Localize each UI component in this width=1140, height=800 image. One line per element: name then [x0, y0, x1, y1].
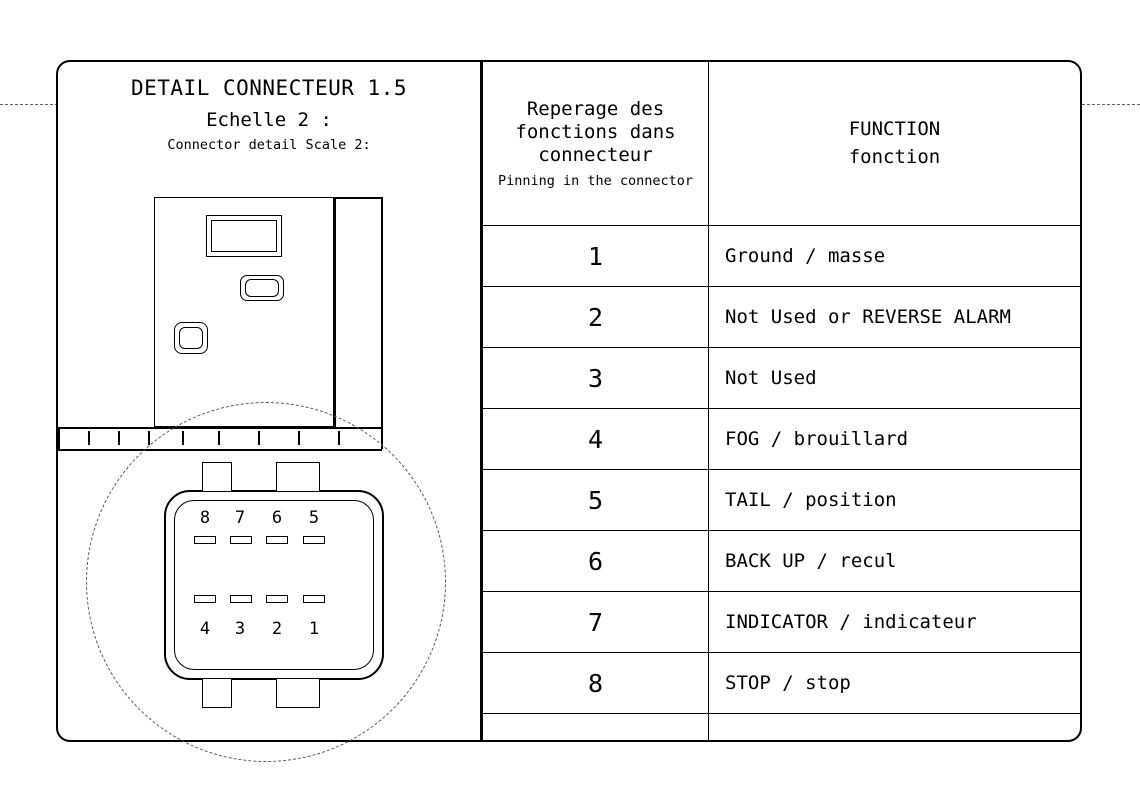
cell-pin-function: INDICATOR / indicateur [709, 592, 1081, 653]
pin-label-5: 5 [308, 508, 320, 528]
table-row [483, 348, 1081, 409]
pin-hole-6 [266, 536, 288, 544]
drawing-sheet [56, 60, 1082, 742]
cell-pin-function: TAIL / position [709, 470, 1081, 531]
cell-pin-number: 5 [483, 470, 709, 531]
pin-label-4: 4 [199, 619, 211, 639]
cell-pin-number: 3 [483, 348, 709, 409]
flange-tick [148, 431, 150, 445]
cell-pin-function: STOP / stop [709, 653, 1081, 714]
cell-pin-function: BACK UP / recul [709, 531, 1081, 592]
detail-scale-fr: Echelle 2 : [206, 109, 332, 131]
cell-pin-number: 2 [483, 287, 709, 348]
body-window-inner [211, 220, 277, 252]
detail-scale-en: Connector detail Scale 2: [167, 137, 371, 153]
body-latch-upper-inner [245, 279, 279, 297]
pin-hole-3 [230, 595, 252, 603]
flange-tick [88, 431, 90, 445]
header-function-fr: fonction [848, 145, 941, 168]
pin-label-1: 1 [308, 619, 320, 639]
pin-label-2: 2 [271, 619, 283, 639]
pin-hole-7 [230, 536, 252, 544]
pinout-table [482, 62, 1080, 740]
cell-pin-function: Ground / masse [709, 226, 1081, 287]
pin-label-6: 6 [271, 508, 283, 528]
mount-tab-top-left [202, 462, 232, 492]
pin-label-7: 7 [234, 508, 246, 528]
cell-pin-function: Not Used or REVERSE ALARM [709, 287, 1081, 348]
body-flange-left [58, 427, 60, 449]
table-row-empty [483, 714, 1081, 741]
body-edge-top-right [334, 197, 382, 199]
table-row [483, 592, 1081, 653]
pin-hole-5 [303, 536, 325, 544]
cell-pin-number: 8 [483, 653, 709, 714]
table-row [483, 409, 1081, 470]
table-row [483, 470, 1081, 531]
cell-pin-function-empty [709, 714, 1081, 741]
pin-hole-4 [194, 595, 216, 603]
cell-pin-function: Not Used [709, 348, 1081, 409]
header-cell-function [709, 62, 1081, 226]
mount-tab-bottom-right [276, 678, 320, 708]
header-cell-pinning [483, 62, 709, 226]
pin-hole-1 [303, 595, 325, 603]
header-function-en: FUNCTION [848, 117, 941, 140]
table-row [483, 287, 1081, 348]
cell-pin-number-empty [483, 714, 709, 741]
table-row [483, 226, 1081, 287]
mount-tab-top-right [276, 462, 320, 492]
pin-label-8: 8 [199, 508, 211, 528]
cell-pin-number: 1 [483, 226, 709, 287]
pin-hole-8 [194, 536, 216, 544]
body-latch-lower-inner [179, 327, 203, 349]
table-header-row [483, 62, 1081, 226]
table-row [483, 531, 1081, 592]
body-side-right [381, 197, 383, 427]
connector-pin-face [154, 462, 394, 712]
header-pinning-fr: Reperage des fonctions dans connecteur [515, 98, 676, 167]
header-pinning-en: Pinning in the connector [497, 172, 694, 189]
cell-pin-function: FOG / brouillard [709, 409, 1081, 470]
pin-function-table [482, 62, 1080, 740]
connector-detail-panel [58, 62, 482, 740]
flange-tick [118, 431, 120, 445]
mount-tab-bottom-left [202, 678, 232, 708]
table-row [483, 653, 1081, 714]
cell-pin-number: 6 [483, 531, 709, 592]
detail-title: DETAIL CONNECTEUR 1.5 [130, 76, 407, 100]
cell-pin-number: 4 [483, 409, 709, 470]
cell-pin-number: 7 [483, 592, 709, 653]
body-edge-right [334, 197, 336, 427]
pin-label-3: 3 [234, 619, 246, 639]
pin-hole-2 [266, 595, 288, 603]
